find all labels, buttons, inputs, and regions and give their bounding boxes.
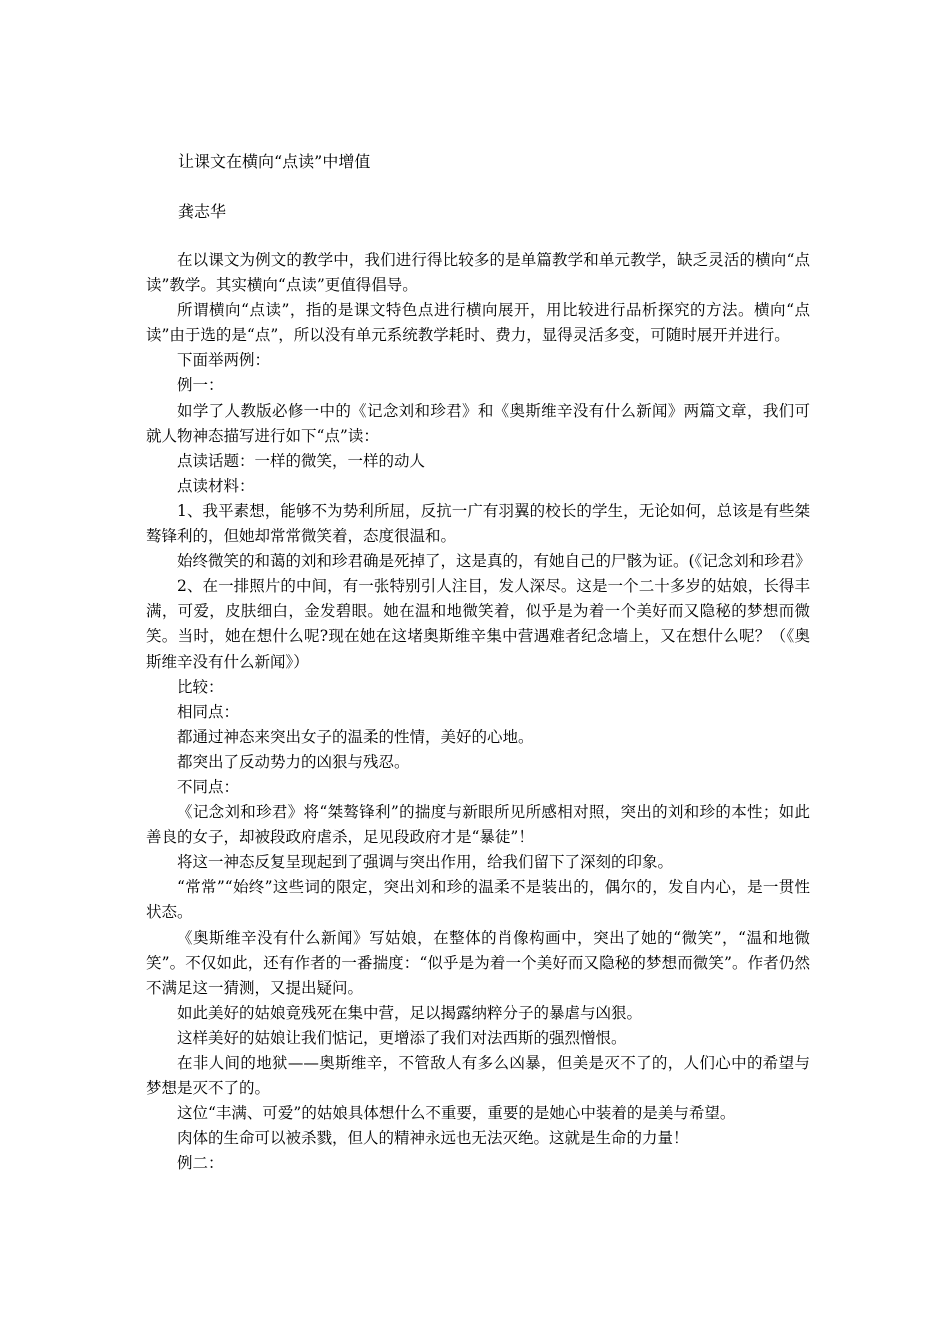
body-paragraph: 都通过神态来突出女子的温柔的性情，美好的心地。 [177, 727, 534, 746]
body-paragraph: 《记念刘和珍君》将“桀骜锋利”的揣度与新眼所见所感相对照，突出的刘和珍的本性；如此善良的女子，却被段政府虐杀，足见段政府才是“暴徒”！ [146, 803, 810, 847]
body-paragraph: “常常”“始终”这些词的限定，突出刘和珍的温柔不是装出的，偶尔的，发自内心，是一贯性状态。 [146, 878, 810, 922]
document-title: 让课文在横向“点读”中增值 [178, 152, 371, 171]
body-paragraph: 不同点： [177, 777, 240, 796]
body-paragraph: 如学了人教版必修一中的《记念刘和珍君》和《奥斯维辛没有什么新闻》两篇文章，我们可就人物神态描写进行如下“点”读： [146, 401, 810, 445]
body-paragraph: 例二： [177, 1154, 224, 1173]
body-paragraph: 相同点： [177, 702, 240, 721]
body-paragraph: 1、我平素想，能够不为势利所屈，反抗一广有羽翼的校长的学生，无论如何，总该是有些桀骜锋利的，但她却常常微笑着，态度很温和。 [146, 501, 810, 546]
body-paragraph: 所谓横向“点读”，指的是课文特色点进行横向展开，用比较进行品析探究的方法。横向“点读”由于选的是“点”，所以没有单元系统教学耗时、费力，显得灵活多变，可随时展开并进行。 [146, 301, 810, 345]
body-paragraph: 比较： [177, 677, 224, 696]
body-paragraph: 在非人间的地狱——奥斯维辛，不管敌人有多么凶暴，但美是灭不了的，人们心中的希望与梦想是灭不了的。 [146, 1054, 810, 1098]
body-paragraph: 将这一神态反复呈现起到了强调与突出作用，给我们留下了深刻的印象。 [177, 853, 674, 872]
body-paragraph: 下面举两例： [177, 351, 271, 370]
body-paragraph: 都突出了反动势力的凶狠与残忍。 [177, 752, 410, 771]
body-paragraph: 2、在一排照片的中间，有一张特别引人注目，发人深尽。这是一个二十多岁的姑娘，长得丰满，可爱，皮肤细白，金发碧眼。她在温和地微笑着，似乎是为着一个美好而又隐秘的梦想而微笑。当时，她在想什么呢?现在她在这堵奥斯维辛集中营遇难者纪念墙上，又在想什么呢？（《奥斯维辛没有什么新闻》） [146, 577, 810, 671]
body-paragraph: 点读话题：一样的微笑，一样的动人 [177, 451, 426, 470]
body-paragraph: 始终微笑的和蔼的刘和珍君确是死掉了，这是真的，有她自己的尸骸为证。(《记念刘和珍君》 [177, 552, 811, 571]
document-author: 龚志华 [178, 202, 227, 221]
body-paragraph: 例一： [177, 376, 224, 395]
body-paragraph: 《奥斯维辛没有什么新闻》写姑娘，在整体的肖像构画中，突出了她的“微笑”，“温和地微笑”。不仅如此，还有作者的一番揣度：“似乎是为着一个美好而又隐秘的梦想而微笑”。作者仍然不满足这一猜测，又提出疑问。 [146, 928, 810, 997]
body-paragraph: 这样美好的姑娘让我们惦记，更增添了我们对法西斯的强烈憎恨。 [177, 1028, 627, 1047]
document-body [146, 248, 810, 1176]
body-paragraph: 点读材料： [177, 476, 255, 495]
body-paragraph: 在以课文为例文的教学中，我们进行得比较多的是单篇教学和单元教学，缺乏灵活的横向“点读”教学。其实横向“点读”更值得倡导。 [146, 251, 810, 295]
body-paragraph: 这位“丰满、可爱”的姑娘具体想什么不重要，重要的是她心中装着的是美与希望。 [177, 1104, 736, 1123]
body-paragraph: 肉体的生命可以被杀戮，但人的精神永远也无法灭绝。这就是生命的力量！ [177, 1129, 689, 1148]
body-paragraph: 如此美好的姑娘竟残死在集中营，足以揭露纳粹分子的暴虐与凶狠。 [177, 1003, 643, 1022]
